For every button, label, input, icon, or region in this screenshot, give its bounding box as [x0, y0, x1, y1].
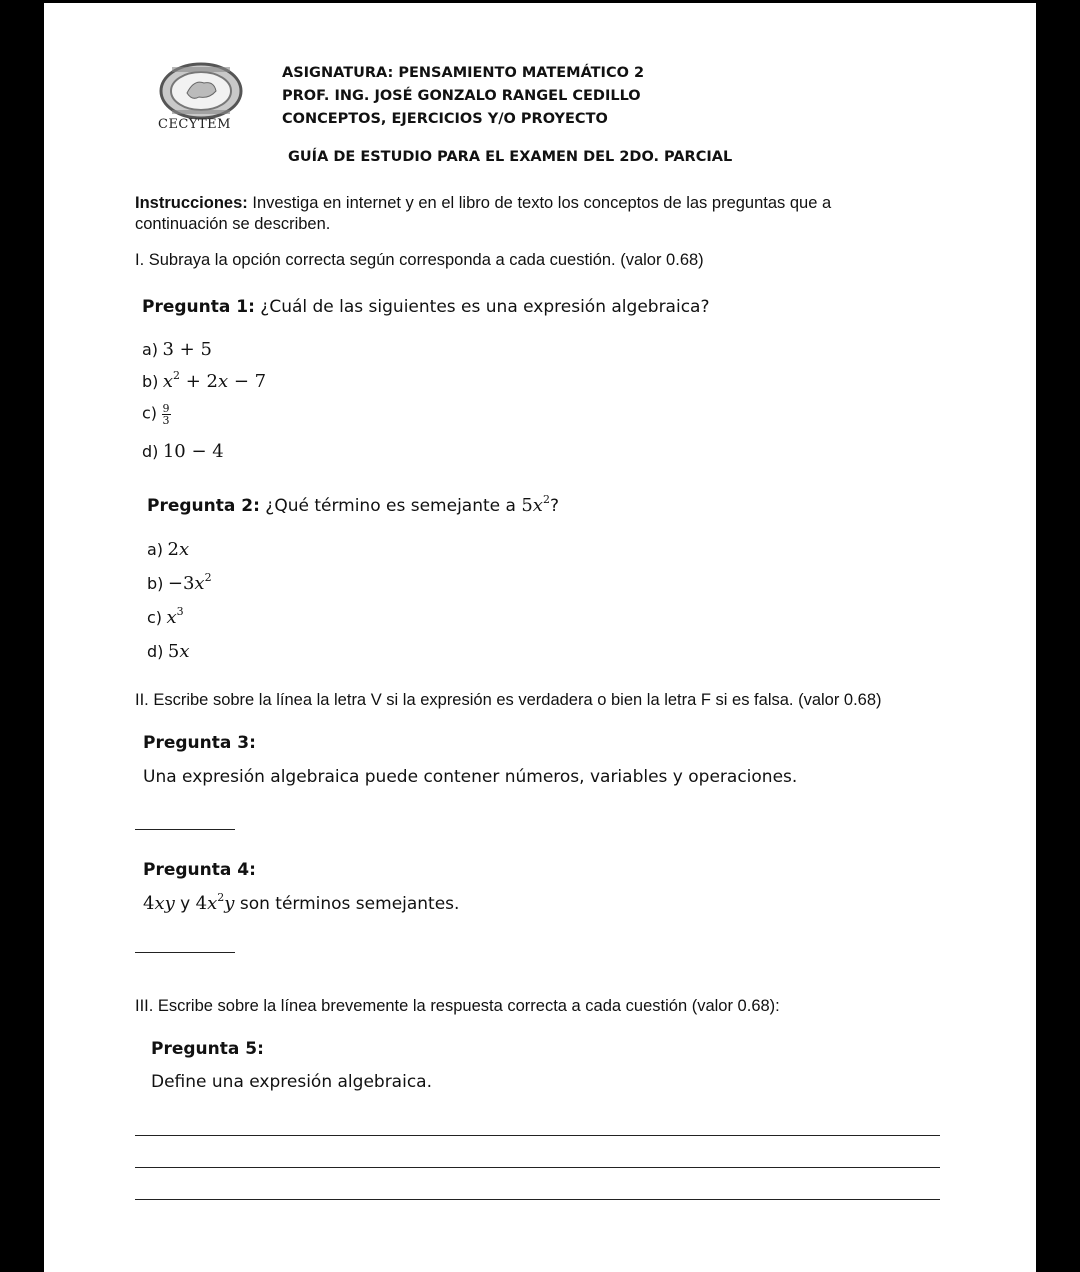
option-letter: b) [147, 574, 164, 593]
q1-option-b[interactable] [142, 371, 266, 392]
vars: xy [154, 893, 175, 914]
var-x: x [162, 371, 174, 392]
var-x: x [194, 573, 205, 594]
cecytem-seal-icon [154, 61, 248, 121]
q2-option-b[interactable] [147, 573, 212, 594]
question-mark: ? [549, 496, 559, 516]
question-2 [147, 495, 559, 516]
option-letter: b) [142, 372, 159, 391]
question-1-text: ¿Cuál de las siguientes es una expresión algebraica? [254, 297, 710, 317]
subject-line: ASIGNATURA: PENSAMIENTO MATEMÁTICO 2 [282, 65, 645, 81]
conjunction: y [174, 894, 196, 914]
option-letter: c) [142, 403, 158, 423]
answer-line-q4[interactable] [135, 952, 235, 953]
numerator: 9 [162, 402, 170, 415]
question-5-label: Pregunta 5: [151, 1039, 264, 1059]
q1-option-d[interactable] [142, 441, 224, 462]
answer-line-q5-1[interactable] [135, 1135, 940, 1136]
exponent: 2 [204, 571, 212, 584]
teacher-line: PROF. ING. JOSÉ GONZALO RANGEL CEDILLO [282, 88, 641, 104]
question-2-text: ¿Qué término es semejante a [259, 496, 522, 516]
question-1-label: Pregunta 1: [142, 297, 255, 317]
option-letter: d) [147, 642, 164, 661]
instructions-line-1 [135, 194, 831, 213]
section-1-title: I. Subraya la opción correcta según corresponda a cada cuestión. (valor 0.68) [135, 251, 704, 269]
logo-text: CECYTEM [158, 117, 231, 132]
instructions-line-2: continuación se describen. [135, 215, 331, 233]
question-1 [142, 297, 709, 317]
cecytem-logo [154, 61, 248, 131]
question-2-label: Pregunta 2: [147, 496, 260, 516]
coef: 2 [167, 539, 179, 560]
section-3-title: III. Escribe sobre la línea brevemente la respuesta correcta a cada cuestión (valor 0.68): [135, 997, 780, 1015]
option-letter: c) [147, 608, 163, 627]
var-x: x [218, 371, 229, 392]
topic-line: CONCEPTOS, EJERCICIOS Y/O PROYECTO [282, 111, 608, 127]
exponent: 2 [542, 493, 550, 506]
answer-line-q5-2[interactable] [135, 1167, 940, 1168]
q2-option-c[interactable] [147, 607, 184, 628]
question-5-text: Define una expresión algebraica. [151, 1072, 432, 1092]
q1-option-c[interactable] [142, 403, 171, 426]
option-letter: d) [142, 442, 159, 461]
answer-line-q3[interactable] [135, 829, 235, 830]
expr-part: + 2 [180, 371, 218, 392]
exponent: 2 [217, 891, 225, 904]
option-letter: a) [147, 540, 164, 559]
var-y: y [224, 893, 235, 914]
question-4-rest: son términos semejantes. [234, 894, 460, 914]
q2-option-d[interactable] [147, 641, 189, 662]
var-x: x [179, 641, 190, 662]
exponent: 2 [173, 369, 181, 382]
instructions-text: Investiga en internet y en el libro de texto los conceptos de las preguntas que a [247, 194, 832, 212]
question-4-text [143, 893, 459, 914]
question-3-text: Una expresión algebraica puede contener números, variables y operaciones. [143, 767, 798, 787]
q1-option-a[interactable] [142, 339, 212, 360]
var-x: x [166, 607, 177, 628]
coef: 4 [143, 893, 155, 914]
var-x: x [178, 539, 190, 560]
coef: −3 [167, 573, 195, 594]
exponent: 3 [176, 605, 184, 618]
question-4-label: Pregunta 4: [143, 860, 256, 880]
var-x: x [532, 495, 543, 516]
question-3-label: Pregunta 3: [143, 733, 256, 753]
q2-option-a[interactable] [147, 539, 189, 560]
coef: 5 [521, 495, 533, 516]
option-expression: 10 − 4 [162, 441, 224, 462]
option-letter: a) [142, 340, 159, 359]
denominator: 3 [162, 414, 170, 427]
expr-part: − 7 [228, 371, 267, 392]
section-2-title: II. Escribe sobre la línea la letra V si la expresión es verdadera o bien la letra F si es falsa. (valor 0.68) [135, 691, 882, 709]
coef: 4 [195, 893, 208, 914]
coef: 5 [167, 641, 180, 662]
page-title: GUÍA DE ESTUDIO PARA EL EXAMEN DEL 2DO. PARCIAL [288, 149, 733, 165]
document-page [44, 3, 1036, 1272]
answer-line-q5-3[interactable] [135, 1199, 940, 1200]
fraction [162, 403, 171, 426]
var-x: x [207, 893, 218, 914]
option-expression: 3 + 5 [162, 339, 212, 360]
instructions-label: Instrucciones: [135, 194, 248, 212]
